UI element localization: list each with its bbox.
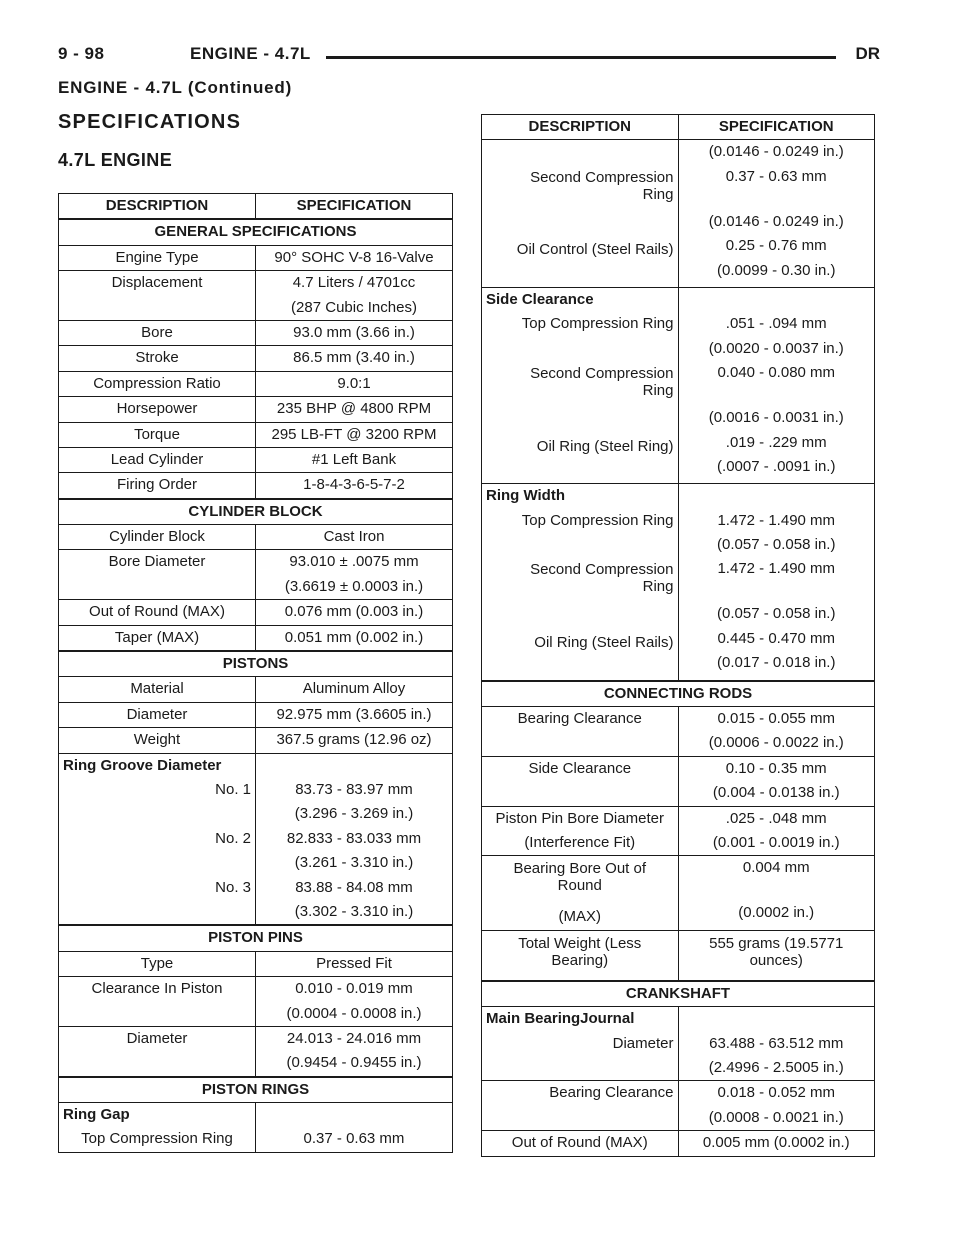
row-spec: (0.0006 - 0.0022 in.) bbox=[708, 734, 844, 752]
table-row bbox=[482, 1007, 875, 1081]
row-spec: 1-8-4-3-6-5-7-2 bbox=[303, 476, 405, 494]
group-label: Main BearingJournal bbox=[486, 1010, 635, 1028]
row-spec: 24.013 - 24.016 mm bbox=[286, 1029, 422, 1047]
table-row bbox=[59, 753, 453, 925]
table-row bbox=[59, 728, 453, 753]
table-row bbox=[482, 1081, 875, 1131]
description-header: DESCRIPTION bbox=[105, 197, 209, 214]
column-header-row bbox=[482, 115, 875, 140]
model-code: DR bbox=[855, 44, 880, 63]
row-spec: .019 - .229 mm bbox=[725, 433, 827, 451]
row-spec: (3.6619 ± 0.0003 in.) bbox=[284, 577, 424, 595]
row-spec: (2.4996 - 2.5005 in.) bbox=[708, 1058, 844, 1076]
row-spec: (0.0099 - 0.30 in.) bbox=[717, 261, 836, 279]
row-description: Torque bbox=[134, 425, 180, 443]
row-spec: 86.5 mm (3.40 in.) bbox=[293, 349, 415, 367]
row-spec: (0.0020 - 0.0037 in.) bbox=[708, 339, 844, 357]
row-description: Material bbox=[130, 680, 184, 698]
table-row bbox=[482, 806, 875, 856]
section-row bbox=[59, 219, 453, 245]
row-description: No. 1 bbox=[215, 780, 251, 798]
row-description: Top Compression Ring bbox=[521, 511, 674, 529]
row-spec: (0.0002 in.) bbox=[738, 904, 815, 922]
row-description: (Interference Fit) bbox=[524, 833, 636, 851]
row-description: Oil Ring (Steel Rails) bbox=[534, 633, 674, 651]
column-header-row bbox=[59, 194, 453, 220]
row-description: Stroke bbox=[135, 349, 179, 367]
row-spec: .051 - .094 mm bbox=[725, 315, 827, 333]
section-label: CRANKSHAFT bbox=[625, 984, 731, 1002]
row-spec: 0.015 - 0.055 mm bbox=[717, 710, 836, 728]
row-spec: 295 LB-FT @ 3200 RPM bbox=[271, 425, 437, 443]
section-title: ENGINE - 4.7L bbox=[190, 44, 311, 63]
row-description: Bearing Clearance bbox=[517, 710, 642, 728]
section-row bbox=[59, 1077, 453, 1103]
table-row bbox=[59, 977, 453, 1027]
table-row bbox=[482, 287, 875, 483]
row-spec: (0.057 - 0.058 in.) bbox=[717, 605, 836, 623]
table-row bbox=[59, 702, 453, 727]
row-description: Diameter bbox=[612, 1034, 674, 1052]
row-spec: (0.0004 - 0.0008 in.) bbox=[286, 1004, 422, 1022]
section-label: CONNECTING RODS bbox=[603, 684, 753, 702]
section-row bbox=[482, 981, 875, 1007]
table-row bbox=[482, 140, 875, 288]
row-description: Diameter bbox=[126, 1029, 188, 1047]
specification-header: SPECIFICATION bbox=[296, 197, 412, 214]
row-spec: Pressed Fit bbox=[316, 954, 392, 972]
table-row bbox=[482, 756, 875, 806]
row-description: Second Compression Ring bbox=[530, 561, 674, 596]
row-spec: (0.057 - 0.058 in.) bbox=[717, 536, 836, 554]
row-description: No. 3 bbox=[215, 878, 251, 896]
row-spec: (0.9454 - 0.9455 in.) bbox=[286, 1054, 422, 1072]
row-spec: 0.005 mm (0.0002 in.) bbox=[702, 1134, 850, 1152]
specifications-heading: SPECIFICATIONS bbox=[58, 111, 242, 133]
row-spec: #1 Left Bank bbox=[311, 450, 397, 468]
row-description: Bore Diameter bbox=[108, 553, 206, 571]
row-description: Clearance In Piston bbox=[91, 980, 223, 998]
row-spec: 93.010 ± .0075 mm bbox=[289, 553, 419, 571]
row-description: Lead Cylinder bbox=[110, 450, 204, 468]
row-description: Second Compression Ring bbox=[530, 168, 674, 203]
row-spec: 555 grams (19.5771 ounces) bbox=[709, 934, 844, 969]
table-row bbox=[482, 930, 875, 981]
row-description: Taper (MAX) bbox=[114, 628, 200, 646]
row-description: Displacement bbox=[111, 274, 203, 292]
row-description: Weight bbox=[133, 731, 181, 749]
table-row bbox=[59, 1026, 453, 1076]
row-description: Engine Type bbox=[115, 248, 199, 266]
table-row bbox=[59, 600, 453, 625]
row-description: Cylinder Block bbox=[109, 528, 205, 546]
group-label: Ring Width bbox=[486, 487, 566, 505]
table-row bbox=[482, 1131, 875, 1156]
row-spec: 0.445 - 0.470 mm bbox=[717, 629, 836, 647]
row-spec: 0.051 mm (0.002 in.) bbox=[284, 628, 424, 646]
row-spec: Cast Iron bbox=[323, 528, 385, 546]
row-spec: 83.88 - 84.08 mm bbox=[295, 878, 413, 896]
table-row bbox=[59, 371, 453, 396]
group-label: Ring Groove Diameter bbox=[63, 756, 222, 774]
table-row bbox=[59, 320, 453, 345]
row-spec: (.0007 - .0091 in.) bbox=[717, 457, 836, 475]
row-spec: 0.076 mm (0.003 in.) bbox=[284, 603, 424, 621]
row-spec: (3.302 - 3.310 in.) bbox=[294, 902, 414, 920]
row-spec: 9.0:1 bbox=[337, 374, 371, 392]
section-label: PISTON RINGS bbox=[201, 1080, 310, 1098]
row-spec: 0.10 - 0.35 mm bbox=[725, 759, 827, 777]
row-spec: 63.488 - 63.512 mm bbox=[709, 1034, 844, 1052]
description-header: DESCRIPTION bbox=[528, 118, 631, 135]
table-row bbox=[59, 473, 453, 499]
table-row bbox=[59, 625, 453, 651]
row-description: Top Compression Ring bbox=[81, 1130, 233, 1148]
row-spec: (3.296 - 3.269 in.) bbox=[294, 805, 414, 823]
row-description: (MAX) bbox=[558, 908, 601, 926]
row-spec: Aluminum Alloy bbox=[302, 680, 406, 698]
row-description: Total Weight (Less Bearing) bbox=[518, 934, 642, 969]
row-spec: 83.73 - 83.97 mm bbox=[295, 780, 413, 798]
row-description: Piston Pin Bore Diameter bbox=[495, 809, 664, 827]
row-description: Side Clearance bbox=[528, 759, 632, 777]
row-spec: 367.5 grams (12.96 oz) bbox=[276, 731, 432, 749]
table-row bbox=[59, 245, 453, 270]
row-spec: 4.7 Liters / 4701cc bbox=[292, 274, 416, 292]
section-row bbox=[482, 681, 875, 707]
row-spec: (3.261 - 3.310 in.) bbox=[294, 854, 414, 872]
row-spec: 82.833 - 83.033 mm bbox=[286, 829, 422, 847]
table-row bbox=[59, 447, 453, 472]
row-description: Out of Round (MAX) bbox=[89, 603, 225, 621]
row-description: Diameter bbox=[126, 705, 188, 723]
row-description: Second Compression Ring bbox=[530, 365, 674, 400]
row-description: Bearing Bore Out of Round bbox=[513, 860, 647, 895]
row-description: Type bbox=[140, 954, 174, 972]
row-spec: 92.975 mm (3.6605 in.) bbox=[276, 705, 432, 723]
row-spec: (287 Cubic Inches) bbox=[291, 298, 417, 316]
table-row bbox=[59, 346, 453, 371]
row-spec: (0.0146 - 0.0249 in.) bbox=[708, 143, 844, 161]
table-row bbox=[482, 707, 875, 757]
table-row bbox=[59, 525, 453, 550]
section-row bbox=[59, 925, 453, 951]
row-spec: 0.37 - 0.63 mm bbox=[303, 1130, 405, 1148]
table-row bbox=[482, 856, 875, 930]
row-spec: 1.472 - 1.490 mm bbox=[717, 560, 836, 578]
row-spec: 90° SOHC V-8 16-Valve bbox=[274, 248, 434, 266]
row-spec: 0.004 mm bbox=[742, 859, 810, 877]
section-label: PISTON PINS bbox=[208, 929, 303, 947]
specification-header: SPECIFICATION bbox=[718, 118, 834, 135]
section-row bbox=[59, 499, 453, 525]
continued-heading: ENGINE - 4.7L (Continued) bbox=[58, 78, 293, 97]
table-row bbox=[59, 550, 453, 600]
section-label: GENERAL SPECIFICATIONS bbox=[154, 223, 357, 241]
row-spec: .025 - .048 mm bbox=[725, 809, 827, 827]
row-spec: (0.0008 - 0.0021 in.) bbox=[708, 1108, 844, 1126]
row-spec: (0.017 - 0.018 in.) bbox=[717, 654, 836, 672]
row-spec: 0.010 - 0.019 mm bbox=[295, 980, 413, 998]
page-number: 9 - 98 bbox=[58, 44, 105, 63]
row-description: Firing Order bbox=[116, 476, 198, 494]
table-row bbox=[482, 484, 875, 681]
row-spec: 235 BHP @ 4800 RPM bbox=[276, 400, 432, 418]
table-row bbox=[59, 397, 453, 422]
row-description: Out of Round (MAX) bbox=[511, 1134, 648, 1152]
header-rule bbox=[326, 56, 836, 59]
table-row bbox=[59, 422, 453, 447]
row-spec: (0.001 - 0.0019 in.) bbox=[712, 833, 840, 851]
engine-heading: 4.7L ENGINE bbox=[58, 150, 173, 170]
group-label: Side Clearance bbox=[486, 290, 594, 308]
row-spec: 1.472 - 1.490 mm bbox=[717, 511, 836, 529]
row-spec: 93.0 mm (3.66 in.) bbox=[293, 323, 415, 341]
row-description: No. 2 bbox=[215, 829, 251, 847]
row-spec: (0.0146 - 0.0249 in.) bbox=[708, 212, 844, 230]
row-spec: (0.0016 - 0.0031 in.) bbox=[708, 409, 844, 427]
row-spec: 0.25 - 0.76 mm bbox=[725, 237, 827, 255]
spec-table-left bbox=[58, 193, 453, 1153]
group-label: Ring Gap bbox=[63, 1106, 130, 1124]
table-row bbox=[59, 1103, 453, 1153]
row-description: Oil Control (Steel Rails) bbox=[516, 241, 674, 259]
row-description: Compression Ratio bbox=[93, 374, 221, 392]
section-row bbox=[59, 651, 453, 677]
row-spec: 0.018 - 0.052 mm bbox=[717, 1084, 836, 1102]
section-label: CYLINDER BLOCK bbox=[188, 502, 323, 520]
section-label: PISTONS bbox=[222, 655, 289, 673]
row-spec: 0.37 - 0.63 mm bbox=[725, 167, 827, 185]
spec-table-right bbox=[481, 114, 875, 1157]
row-description: Horsepower bbox=[116, 400, 198, 418]
table-row bbox=[59, 271, 453, 321]
row-description: Bearing Clearance bbox=[549, 1084, 674, 1102]
row-spec: 0.040 - 0.080 mm bbox=[717, 364, 836, 382]
row-description: Oil Ring (Steel Ring) bbox=[536, 437, 674, 455]
table-row bbox=[59, 677, 453, 702]
row-description: Top Compression Ring bbox=[521, 315, 674, 333]
row-description: Bore bbox=[141, 323, 173, 341]
table-row bbox=[59, 951, 453, 976]
row-spec: (0.004 - 0.0138 in.) bbox=[712, 784, 840, 802]
page-header bbox=[58, 44, 888, 76]
